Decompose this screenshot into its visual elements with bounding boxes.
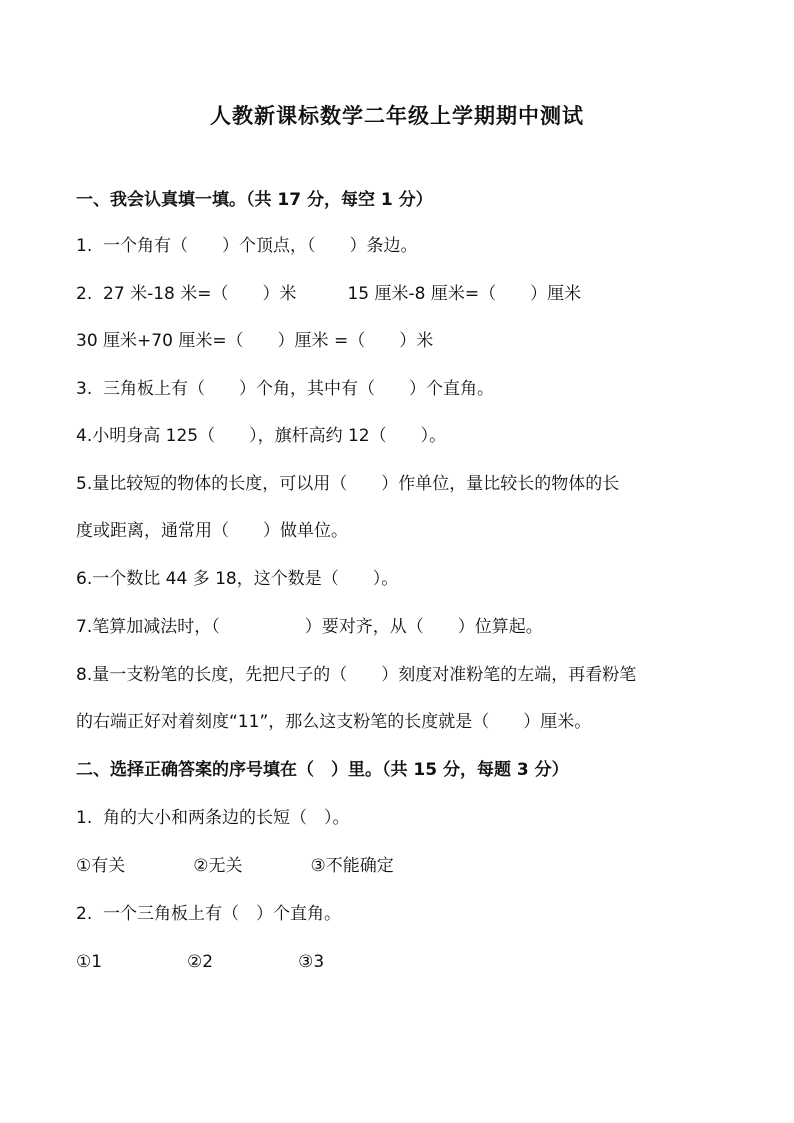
section-1-heading: 一、我会认真填一填。（共 17 分，每空 1 分） <box>76 190 433 210</box>
answer-options: ①有关 ②无关 ③不能确定 <box>76 856 394 876</box>
question-line: 1. 角的大小和两条边的长短（ ）。 <box>76 808 350 828</box>
question-line: 30 厘米+70 厘米=（ ）厘米 =（ ）米 <box>76 331 434 351</box>
question-line: 5.量比较短的物体的长度，可以用（ ）作单位，量比较长的物体的长 <box>76 474 620 494</box>
question-line: 7.笔算加减法时，（ ）要对齐，从（ ）位算起。 <box>76 617 543 637</box>
question-line: 2. 27 米-18 米=（ ）米 15 厘米-8 厘米=（ ）厘米 <box>76 284 582 304</box>
question-line: 的右端正好对着刻度“11”，那么这支粉笔的长度就是（ ）厘米。 <box>76 712 592 732</box>
question-line: 3. 三角板上有（ ）个角，其中有（ ）个直角。 <box>76 379 495 399</box>
question-line: 4.小明身高 125（ ），旗杆高约 12（ ）。 <box>76 426 447 446</box>
question-line: 1. 一个角有（ ）个顶点，（ ）条边。 <box>76 236 418 256</box>
answer-options: ①1 ②2 ③3 <box>76 952 325 972</box>
page-title: 人教新课标数学二年级上学期期中测试 <box>210 103 584 128</box>
question-line: 2. 一个三角板上有（ ）个直角。 <box>76 904 342 924</box>
question-line: 8.量一支粉笔的长度，先把尺子的（ ）刻度对准粉笔的左端，再看粉笔 <box>76 665 637 685</box>
question-line: 6.一个数比 44 多 18，这个数是（ ）。 <box>76 569 399 589</box>
section-2-heading: 二、选择正确答案的序号填在（ ）里。（共 15 分，每题 3 分） <box>76 760 569 780</box>
question-line: 度或距离，通常用（ ）做单位。 <box>76 521 348 541</box>
